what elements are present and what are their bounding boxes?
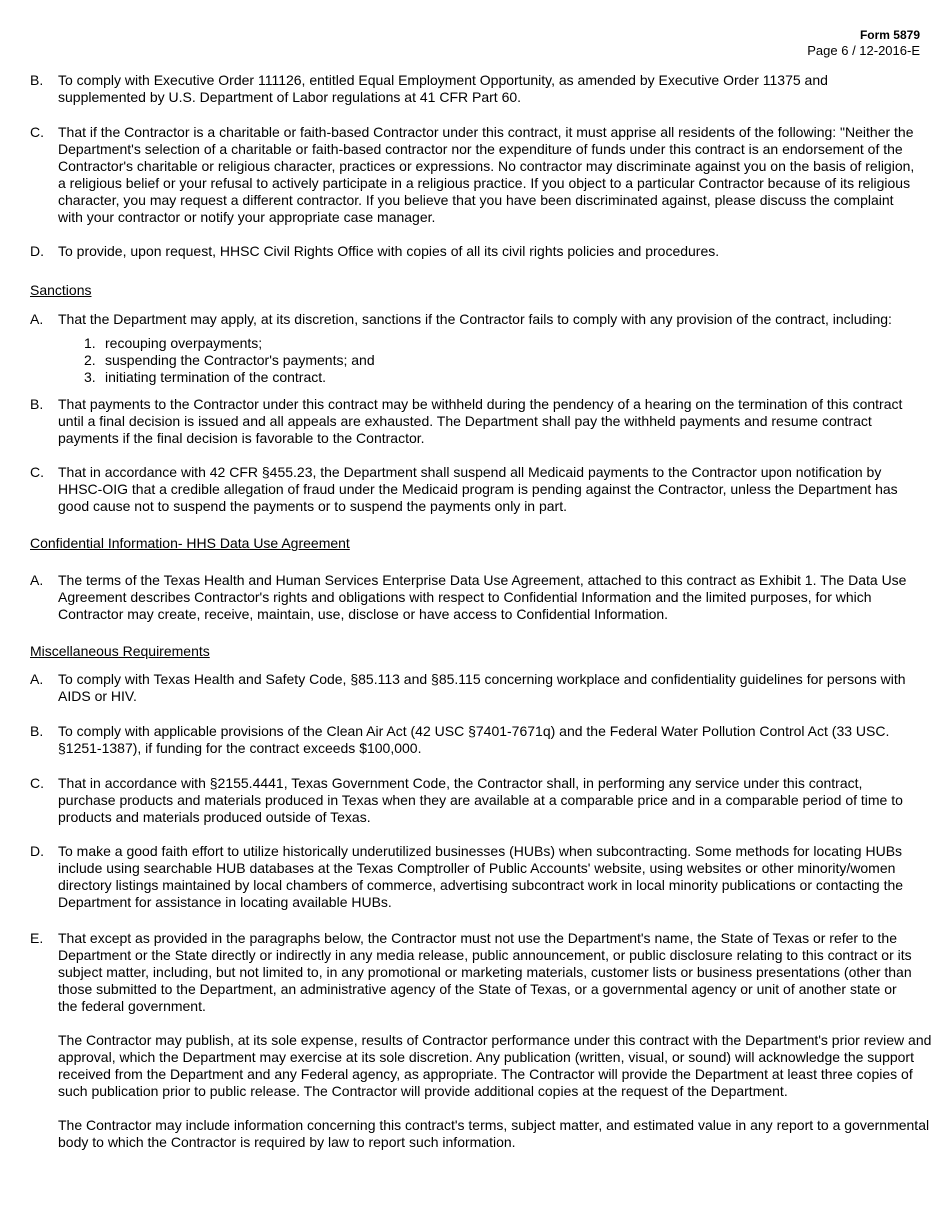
list-item-text: suspending the Contractor's payments; and <box>105 352 375 368</box>
clause-label: B. <box>30 72 44 88</box>
clause-civil-rights-d <box>30 243 918 260</box>
clause-misc-e-paragraph-1: The Contractor may publish, at its sole expense, results of Contractor performance under this contract with the Department's prior review and approval, which the Department may exercise at its sole discretion. Any publication (written, visual, or sound) will acknowledge the support received from the Department and any Federal agency, as appropriate. The Contractor will provide the Department at least three copies of such publication prior to public release. The Contractor will provide additional copies at the request of the Department. <box>58 1032 932 1099</box>
clause-text: To provide, upon request, HHSC Civil Rights Office with copies of all its civil rights policies and procedures. <box>58 243 720 259</box>
clause-sanctions-b <box>30 396 918 447</box>
clause-text: To make a good faith effort to utilize historically underutilized businesses (HUBs) when subcontracting. Some methods for locating HUBs include using searchable HUB databases at the Texas Comptroller of Public Accounts' website, using websites or other minority/women directory listings maintained by local chambers of commerce, advertising subcontract work in local minority publications or contacting the Department for assistance in locating available HUBs. <box>58 843 904 910</box>
clause-misc-d <box>30 843 918 911</box>
clause-misc-c <box>30 775 918 826</box>
clause-label: B. <box>30 723 44 739</box>
clause-text: That payments to the Contractor under this contract may be withheld during the pendency of a hearing on the termination of this contract until a final decision is issued and all appeals are exhausted. The Department shall pay the withheld payments and resume contract payments if the final decision is favorable to the Contractor. <box>58 396 903 446</box>
list-item-number: 3. <box>84 369 96 385</box>
section-heading-confidential <box>30 535 918 552</box>
list-item <box>84 369 918 386</box>
clause-text: The terms of the Texas Health and Human Services Enterprise Data Use Agreement, attached to this contract as Exhibit 1. The Data Use Agreement describes Contractor's rights and obligations with respect to Confidential Information and the limited purposes, for which Contractor may create, receive, maintain, use, disclose or have access to Confidential Information. <box>58 572 907 622</box>
clause-label: D. <box>30 243 44 259</box>
form-header <box>807 27 920 59</box>
clause-text: To comply with Executive Order 111126, entitled Equal Employment Opportunity, as amended by Executive Order 11375 and supplemented by U.S. Department of Labor regulations at 41 CFR Part 60. <box>58 72 828 105</box>
clause-label: E. <box>30 930 44 946</box>
list-item <box>84 352 918 369</box>
list-item-number: 1. <box>84 335 96 351</box>
clause-label: C. <box>30 775 44 791</box>
clause-text: To comply with Texas Health and Safety Code, §85.113 and §85.115 concerning workplace and confidentiality guidelines for persons with AIDS or HIV. <box>58 671 906 704</box>
list-item-text: initiating termination of the contract. <box>105 369 327 385</box>
list-item-text: recouping overpayments; <box>105 335 263 351</box>
clause-civil-rights-b <box>30 72 918 106</box>
section-heading: Sanctions <box>30 282 92 298</box>
clause-sanctions-c <box>30 464 918 515</box>
clause-label: A. <box>30 671 44 687</box>
clause-text: To comply with applicable provisions of the Clean Air Act (42 USC §7401-7671q) and the Federal Water Pollution Control Act (33 USC. §1251-1387), if funding for the contract exceeds $100,000. <box>58 723 890 756</box>
clause-misc-e-paragraph-2: The Contractor may include information concerning this contract's terms, subject matter, and estimated value in any report to a governmental body to which the Contractor is required by law to report such information. <box>58 1117 930 1150</box>
clause-civil-rights-c <box>30 124 918 226</box>
clause-label: B. <box>30 396 44 412</box>
clause-label: A. <box>30 311 44 327</box>
clause-confidential-a <box>30 572 918 623</box>
section-heading: Confidential Information- HHS Data Use Agreement <box>30 535 350 551</box>
clause-misc-a <box>30 671 918 705</box>
form-number: Form 5879 <box>859 28 920 42</box>
list-item-number: 2. <box>84 352 96 368</box>
clause-text: That except as provided in the paragraphs below, the Contractor must not use the Department's name, the State of Texas or refer to the Department or the State directly or indirectly in any media release, public announcement, or public disclosure relating to this contract or its subject matter, including, but not limited to, in any promotional or marketing materials, customer lists or business presentations (other than those submitted to the Department, an administrative agency of the State of Texas, or a governmental agency or unit of another state or the federal government. <box>58 930 912 1014</box>
clause-label: C. <box>30 124 44 140</box>
clause-text: That in accordance with 42 CFR §455.23, the Department shall suspend all Medicaid payments to the Contractor upon notification by HHSC-OIG that a credible allegation of fraud under the Medicaid program is pending against the Contractor, unless the Department has good cause not to suspend the payments or to suspend the payments only in part. <box>58 464 898 514</box>
list-item <box>84 335 918 352</box>
page-info: Page 6 / 12-2016-E <box>807 43 920 58</box>
clause-text: That if the Contractor is a charitable or faith-based Contractor under this contract, it must apprise all residents of the following: "Neither the Department's selection of a charitable or faith-based contractor nor the expenditure of funds under this contract is an endorsement of the Contractor's charitable or religious character, practices or expressions. No contractor may discriminate against you on the basis of religion, a religious belief or your refusal to actively participate in a religious practice. If you object to a particular Contractor because of its religious character, you may request a different contractor. If you believe that you have been discriminated against, please discuss the complaint with your contractor or notify your appropriate case manager. <box>58 124 915 225</box>
clause-label: C. <box>30 464 44 480</box>
clause-text: That the Department may apply, at its discretion, sanctions if the Contractor fails to comply with any provision of the contract, including: <box>58 311 892 327</box>
section-heading-sanctions <box>30 282 918 299</box>
section-heading: Miscellaneous Requirements <box>30 643 210 659</box>
clause-label: D. <box>30 843 44 859</box>
sanctions-sublist <box>30 335 918 386</box>
clause-misc-e <box>30 930 918 1015</box>
clause-misc-b <box>30 723 918 757</box>
clause-label: A. <box>30 572 44 588</box>
clause-text: That in accordance with §2155.4441, Texas Government Code, the Contractor shall, in performing any service under this contract, purchase products and materials produced in Texas when they are available at a comparable price and in a comparable period of time to products and materials produced outside of Texas. <box>58 775 903 825</box>
section-heading-misc <box>30 643 918 660</box>
clause-sanctions-a <box>30 311 918 328</box>
